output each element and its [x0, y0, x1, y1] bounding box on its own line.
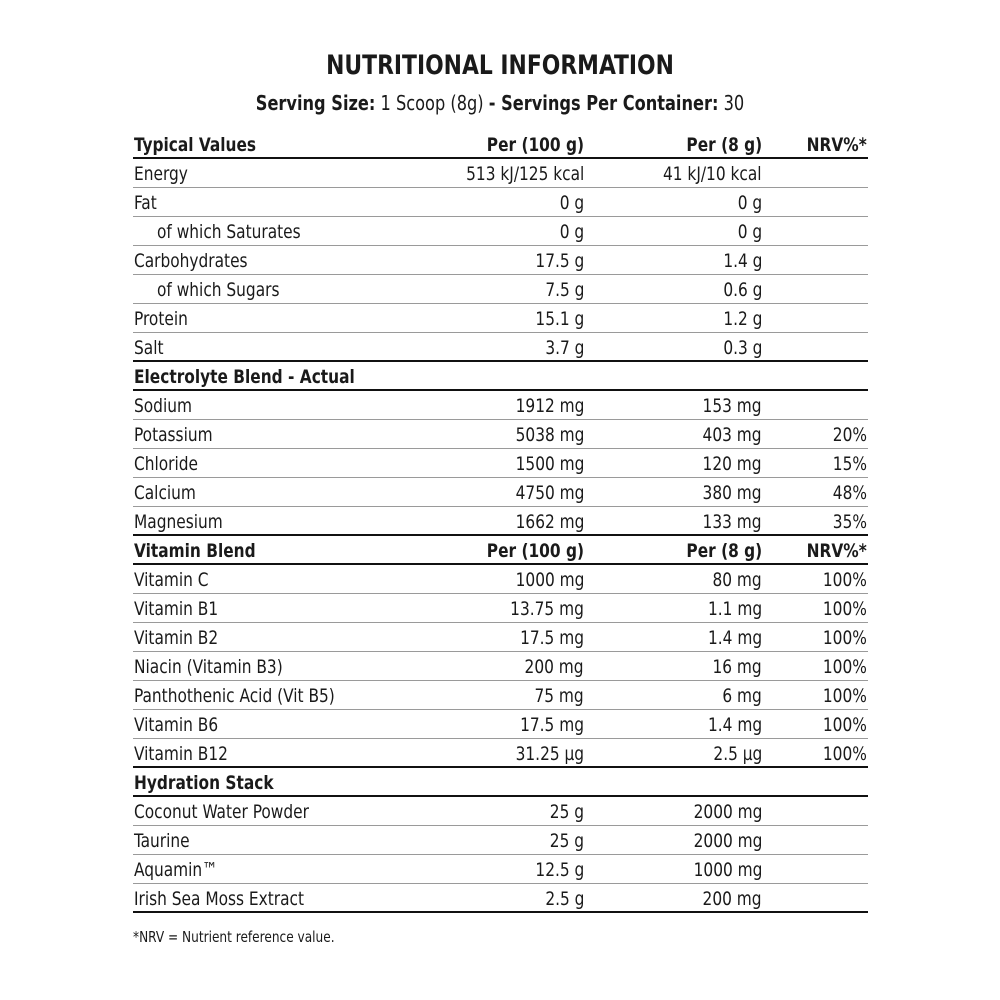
row-name: Coconut Water Powder	[134, 801, 309, 823]
header-typical-values: Typical Values	[134, 134, 257, 156]
section-title: Vitamin Blend	[134, 540, 256, 562]
row-nrv: 100%	[823, 685, 867, 707]
row-per-100g: 7.5 g	[544, 279, 584, 301]
row-per-100g: 1662 mg	[515, 511, 584, 533]
table-row	[133, 594, 868, 623]
table-row	[133, 797, 868, 826]
row-per-serving: 0 g	[737, 192, 762, 214]
row-per-100g: 25 g	[549, 801, 584, 823]
row-per-100g: 5038 mg	[515, 424, 584, 446]
nrv-footnote: *NRV = Nutrient reference value.	[133, 928, 335, 946]
row-name: Vitamin B1	[134, 598, 219, 620]
table-row	[133, 275, 868, 304]
table-row	[133, 246, 868, 275]
row-name: Carbohydrates	[134, 250, 248, 272]
row-per-100g: 12.5 g	[535, 859, 584, 881]
row-per-100g: 17.5 mg	[520, 627, 584, 649]
row-nrv: 20%	[832, 424, 867, 446]
row-per-serving: 133 mg	[702, 511, 762, 533]
row-name: Vitamin C	[134, 569, 209, 591]
row-per-serving: 380 mg	[702, 482, 762, 504]
table-row	[133, 681, 868, 710]
table-row	[133, 217, 868, 246]
serving-info	[50, 91, 950, 115]
row-name: Energy	[134, 163, 188, 185]
table-row	[133, 478, 868, 507]
row-nrv: 15%	[832, 453, 867, 475]
table-row	[133, 739, 868, 768]
table-row	[133, 855, 868, 884]
nutrition-table	[133, 130, 868, 913]
row-per-serving: 16 mg	[712, 656, 762, 678]
row-nrv: 35%	[832, 511, 867, 533]
row-per-serving: 403 mg	[702, 424, 762, 446]
row-name: Aquamin™	[134, 859, 218, 881]
row-per-100g: 17.5 mg	[520, 714, 584, 736]
page-title: NUTRITIONAL INFORMATION	[326, 50, 674, 81]
section-header-electrolyte	[133, 362, 868, 391]
row-name: Niacin (Vitamin B3)	[134, 656, 283, 678]
row-per-serving: 6 mg	[722, 685, 762, 707]
row-per-100g: 513 kJ/125 kcal	[465, 163, 584, 185]
row-nrv: 48%	[832, 482, 867, 504]
row-name: Potassium	[134, 424, 213, 446]
header-per-serving: Per (8 g)	[686, 134, 762, 156]
row-name: Magnesium	[134, 511, 223, 533]
header-per-100g: Per (100 g)	[486, 540, 584, 562]
row-name: of which Sugars	[157, 279, 280, 301]
table-row	[133, 304, 868, 333]
row-nrv: 100%	[823, 627, 867, 649]
section-header-hydration	[133, 768, 868, 797]
section-title: Hydration Stack	[134, 772, 274, 794]
row-per-100g: 200 mg	[524, 656, 584, 678]
table-row	[133, 884, 868, 913]
row-name: Vitamin B6	[134, 714, 219, 736]
row-nrv: 100%	[823, 743, 867, 765]
servings-per-container-label: Servings Per Container:	[501, 91, 719, 115]
row-name: Panthothenic Acid (Vit B5)	[134, 685, 335, 707]
row-per-serving: 153 mg	[702, 395, 762, 417]
row-per-100g: 3.7 g	[544, 337, 584, 359]
section-title: Electrolyte Blend - Actual	[134, 366, 355, 388]
row-name: Chloride	[134, 453, 199, 475]
row-name: of which Saturates	[157, 221, 301, 243]
table-row	[133, 507, 868, 536]
row-per-100g: 1912 mg	[515, 395, 584, 417]
row-nrv: 100%	[823, 598, 867, 620]
section-header-vitamin	[133, 536, 868, 565]
row-name: Fat	[134, 192, 157, 214]
table-row	[133, 623, 868, 652]
row-name: Vitamin B12	[134, 743, 228, 765]
table-row	[133, 652, 868, 681]
row-per-serving: 0 g	[737, 221, 762, 243]
row-nrv: 100%	[823, 656, 867, 678]
serving-size-label: Serving Size:	[255, 91, 376, 115]
row-per-100g: 2.5 g	[544, 888, 584, 910]
table-row	[133, 449, 868, 478]
table-row	[133, 391, 868, 420]
row-per-serving: 1.4 mg	[707, 714, 762, 736]
header-per-100g: Per (100 g)	[486, 134, 584, 156]
row-per-serving: 200 mg	[702, 888, 762, 910]
row-per-100g: 1500 mg	[515, 453, 584, 475]
serving-separator: -	[488, 91, 502, 115]
row-per-serving: 2.5 µg	[713, 743, 762, 765]
table-row	[133, 333, 868, 362]
row-per-100g: 25 g	[549, 830, 584, 852]
header-per-serving: Per (8 g)	[686, 540, 762, 562]
row-per-serving: 41 kJ/10 kcal	[663, 163, 762, 185]
row-per-100g: 17.5 g	[535, 250, 584, 272]
table-row	[133, 420, 868, 449]
row-name: Irish Sea Moss Extract	[134, 888, 305, 910]
row-per-serving: 2000 mg	[693, 801, 762, 823]
row-name: Salt	[134, 337, 164, 359]
row-per-100g: 1000 mg	[515, 569, 584, 591]
row-per-serving: 1.1 mg	[707, 598, 762, 620]
row-per-100g: 31.25 µg	[515, 743, 584, 765]
row-per-100g: 15.1 g	[535, 308, 584, 330]
row-per-serving: 80 mg	[712, 569, 762, 591]
row-name: Protein	[134, 308, 188, 330]
servings-per-container-value: 30	[718, 91, 745, 115]
row-per-serving: 0.3 g	[722, 337, 762, 359]
row-nrv: 100%	[823, 569, 867, 591]
row-per-100g: 0 g	[559, 221, 584, 243]
table-row	[133, 159, 868, 188]
table-row	[133, 565, 868, 594]
row-per-serving: 1000 mg	[693, 859, 762, 881]
row-per-100g: 13.75 mg	[510, 598, 584, 620]
row-per-serving: 2000 mg	[693, 830, 762, 852]
row-per-100g: 0 g	[559, 192, 584, 214]
table-row	[133, 826, 868, 855]
row-per-serving: 0.6 g	[722, 279, 762, 301]
row-name: Vitamin B2	[134, 627, 219, 649]
header-nrv: NRV%*	[806, 134, 867, 156]
serving-size-value: 1 Scoop (8g)	[375, 91, 489, 115]
row-per-100g: 75 mg	[534, 685, 584, 707]
row-per-serving: 120 mg	[702, 453, 762, 475]
row-name: Sodium	[134, 395, 192, 417]
table-row	[133, 710, 868, 739]
table-row	[133, 188, 868, 217]
row-name: Taurine	[134, 830, 190, 852]
table-header-row	[133, 130, 868, 159]
row-per-100g: 4750 mg	[515, 482, 584, 504]
header-nrv: NRV%*	[806, 540, 867, 562]
row-per-serving: 1.4 mg	[707, 627, 762, 649]
row-per-serving: 1.4 g	[722, 250, 762, 272]
row-per-serving: 1.2 g	[722, 308, 762, 330]
row-nrv: 100%	[823, 714, 867, 736]
row-name: Calcium	[134, 482, 196, 504]
